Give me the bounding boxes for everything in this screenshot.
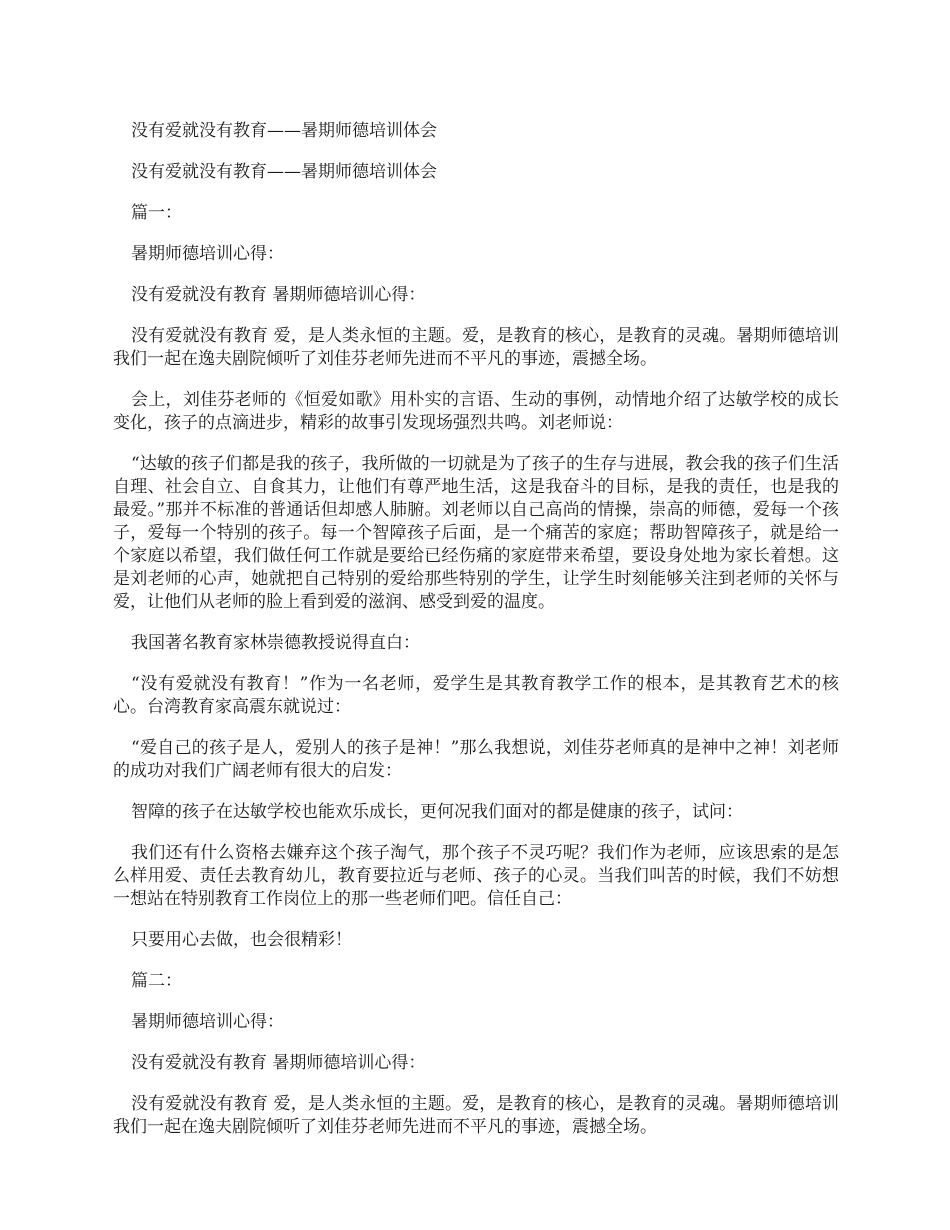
paragraph: 没有爱就没有教育 爱，是人类永恒的主题。爱，是教育的核心，是教育的灵魂。暑期师德培训我们一起在逸夫剧院倾听了刘佳芬老师先进而不平凡的事迹，震撼全场。 bbox=[113, 326, 839, 369]
document-title: 没有爱就没有教育——暑期师德培训体会 bbox=[131, 121, 437, 141]
paragraph: 智障的孩子在达敏学校也能欢乐成长，更何况我们面对的都是健康的孩子，试问： bbox=[131, 802, 743, 822]
section-heading-1: 篇一： bbox=[131, 203, 182, 223]
paragraph: 暑期师德培训心得： bbox=[131, 244, 284, 264]
paragraph: “没有爱就没有教育！”作为一名老师，爱学生是其教育教学工作的根本，是其教育艺术的核心。台湾教育家高震东就说过： bbox=[113, 674, 839, 717]
paragraph: 我们还有什么资格去嫌弃这个孩子淘气，那个孩子不灵巧呢？我们作为老师，应该思索的是怎么样用爱、责任去教育幼儿，教育要拉近与老师、孩子的心灵。当我们叫苦的时候，我们不妨想一想站在特别教育工作岗位上的那一些老师们吧。信任自己： bbox=[113, 843, 839, 909]
paragraph: 没有爱就没有教育 暑期师德培训心得： bbox=[131, 285, 426, 305]
paragraph: 我国著名教育家林崇德教授说得直白： bbox=[131, 633, 420, 653]
document-subtitle: 没有爱就没有教育——暑期师德培训体会 bbox=[131, 162, 437, 182]
paragraph: 会上，刘佳芬老师的《恒爱如歌》用朴实的言语、生动的事例，动情地介绍了达敏学校的成长变化，孩子的点滴进步，精彩的故事引发现场强烈共鸣。刘老师说： bbox=[113, 390, 839, 433]
paragraph: 没有爱就没有教育 爱，是人类永恒的主题。爱，是教育的核心，是教育的灵魂。暑期师德培训我们一起在逸夫剧院倾听了刘佳芬老师先进而不平凡的事迹，震撼全场。 bbox=[113, 1094, 839, 1137]
paragraph: “达敏的孩子们都是我的孩子，我所做的一切就是为了孩子的生存与进展，教会我的孩子们生活自理、社会自立、自食其力，让他们有尊严地生活，这是我奋斗的目标，是我的责任，也是我的最爱。”那并不标准的普通话但却感人肺腑。刘老师以自己高尚的情操，崇高的师德，爱每一个孩子，爱每一个特别的孩子。每一个智障孩子后面，是一个痛苦的家庭；帮助智障孩子，就是给一个家庭以希望，我们做任何工作就是要给已经伤痛的家庭带来希望，要设身处地为家长着想。这是刘老师的心声，她就把自己特别的爱给那些特别的学生，让学生时刻能够关注到老师的关怀与爱，让他们从老师的脸上看到爱的滋润、感受到爱的温度。 bbox=[113, 454, 839, 612]
paragraph: “爱自己的孩子是人，爱别人的孩子是神！”那么我想说，刘佳芬老师真的是神中之神！刘老师的成功对我们广阔老师有很大的启发： bbox=[113, 738, 839, 781]
section-heading-2: 篇二： bbox=[131, 971, 182, 991]
document-page bbox=[113, 120, 839, 1157]
paragraph: 没有爱就没有教育 暑期师德培训心得： bbox=[131, 1053, 426, 1073]
paragraph: 只要用心去做，也会很精彩！ bbox=[131, 930, 352, 950]
paragraph: 暑期师德培训心得： bbox=[131, 1012, 284, 1032]
